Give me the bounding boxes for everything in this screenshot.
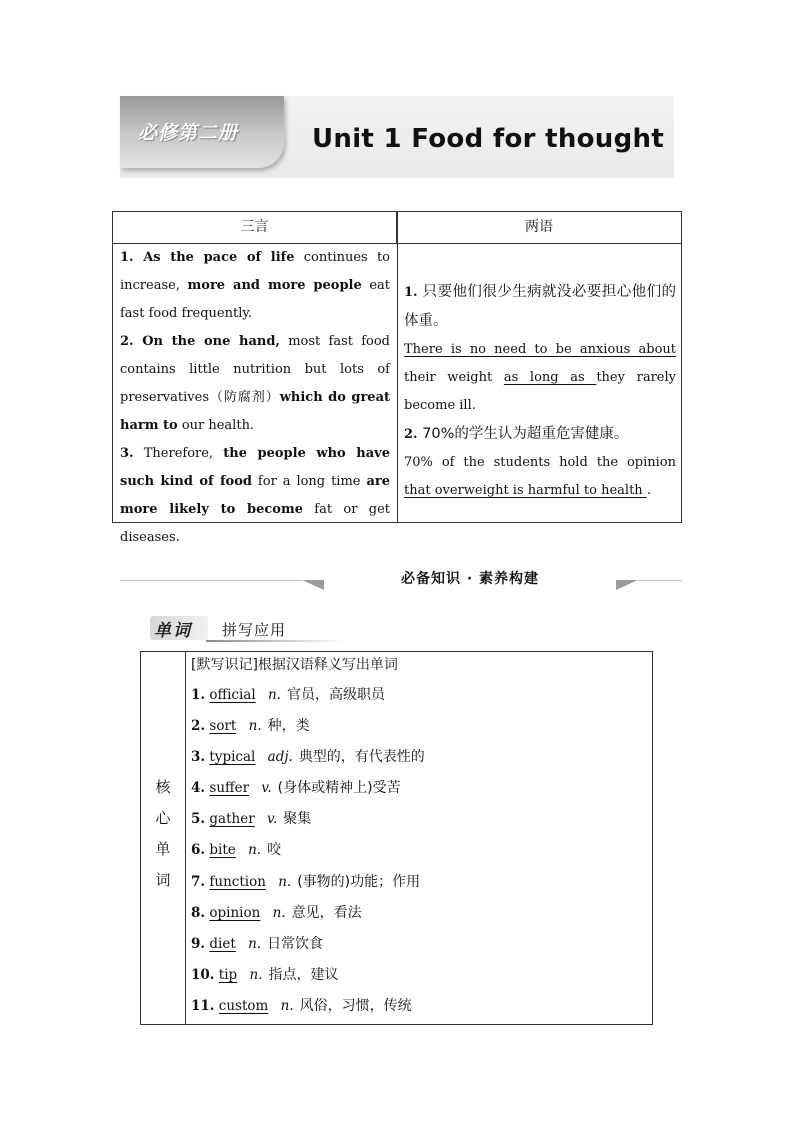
expressions-left-column (120, 244, 390, 552)
vocab-word: gather (209, 811, 255, 828)
right-para-2 (404, 336, 676, 420)
vocab-number: 6. (191, 842, 206, 859)
section-divider (120, 566, 682, 596)
vocab-meaning: 咬 (267, 842, 282, 859)
vocab-word: opinion (209, 904, 261, 921)
vocab-number: 9. (191, 935, 206, 952)
side-label-char: 核 (155, 778, 171, 796)
vocab-item (191, 711, 641, 742)
right-text-segment: that overweight is harmful to health (404, 483, 647, 498)
vocab-number: 3. (191, 749, 206, 766)
vocab-part-of-speech: v. (261, 780, 272, 797)
vocab-word: custom (218, 997, 269, 1014)
vocab-table (140, 651, 653, 1025)
vocab-column-divider (185, 652, 186, 1024)
vocab-word: diet (209, 935, 236, 952)
left-text-segment: for a long time (251, 474, 367, 489)
vocab-meaning: 官员，高级职员 (286, 687, 385, 703)
vocab-heading (150, 614, 350, 644)
right-text-segment: 70%的学生认为超重危害健康。 (417, 426, 629, 442)
unit-title: Unit 1 Food for thought (312, 124, 665, 154)
left-text-segment: are more likely to become (120, 474, 390, 517)
vocab-part-of-speech: v. (266, 811, 278, 828)
vocab-instruction: [默写识记]根据汉语释义写出单词 (191, 657, 398, 673)
left-text-segment: more and more people (187, 278, 362, 293)
right-text-segment: 70% of the students hold the opinion (404, 455, 676, 470)
left-text-segment: 2. On the one hand, (120, 334, 280, 349)
right-text-segment: 只要他们很少生病就没必要担心他们的体重。 (404, 284, 676, 329)
left-text-segment: continues to increase, (120, 250, 390, 293)
right-text-segment: as long as (503, 370, 597, 385)
vocab-word: tip (218, 966, 238, 983)
right-text-segment: . (646, 483, 651, 498)
right-text-segment: they rarely become ill. (404, 370, 676, 413)
right-text-segment: their weight (404, 370, 504, 385)
vocab-number: 4. (191, 780, 206, 797)
book-label: 必修第二册 (138, 122, 239, 144)
left-para-3 (120, 440, 390, 552)
vocab-word: suffer (209, 780, 250, 797)
vocab-word: sort (209, 718, 237, 735)
vocab-heading-underline (206, 640, 346, 642)
vocab-list (191, 680, 641, 1022)
vocab-part-of-speech: n. (272, 904, 286, 921)
vocab-number: 11. (191, 997, 215, 1014)
vocab-item (191, 867, 641, 898)
vocab-meaning: (身体或精神上)受苦 (277, 780, 401, 797)
vocab-part-of-speech: n. (248, 718, 262, 735)
header-right: 两语 (397, 212, 681, 244)
vocab-part-of-speech: n. (278, 873, 292, 890)
vocab-number: 5. (191, 811, 206, 828)
left-para-2 (120, 328, 390, 440)
expressions-right-column (404, 278, 676, 505)
vocab-badge-text: 单词 (154, 621, 192, 641)
vocab-number: 10. (191, 966, 215, 983)
left-text-segment: fat or get diseases. (120, 502, 391, 545)
left-text-segment: 1. As the pace of life (120, 250, 295, 265)
vocab-meaning: 种，类 (267, 718, 310, 735)
vocab-heading-label: 拼写应用 (222, 621, 287, 639)
vocab-word: function (209, 873, 266, 890)
vocab-item (191, 742, 641, 773)
right-text-segment: 2. (404, 427, 418, 442)
vocab-meaning: 典型的，有代表性的 (298, 749, 425, 766)
vocab-item (191, 773, 641, 804)
side-label-char: 心 (155, 809, 171, 827)
left-text-segment: our health. (177, 418, 255, 433)
unit-banner (120, 96, 674, 178)
expressions-table (112, 211, 682, 545)
left-para-1 (120, 244, 390, 328)
right-text-segment: There is no need to be anxious about (404, 342, 676, 357)
book-tab (120, 96, 284, 168)
vocab-part-of-speech: n. (280, 997, 294, 1014)
vocab-item (191, 929, 641, 960)
vocab-meaning: 意见，看法 (291, 904, 362, 921)
vocab-meaning: 风俗，习惯，传统 (299, 997, 412, 1014)
left-text-segment: 3. (120, 446, 134, 461)
vocab-side-label (141, 772, 185, 896)
vocab-number: 1. (191, 687, 206, 703)
vocab-part-of-speech: n. (267, 687, 281, 703)
right-para-1 (404, 278, 676, 336)
side-label-char: 词 (155, 871, 171, 889)
right-para-4 (404, 449, 676, 505)
vocab-item (191, 991, 641, 1022)
vocab-meaning: (事物的)功能；作用 (297, 873, 421, 890)
vocab-meaning: 聚集 (283, 811, 312, 828)
vocab-meaning: 日常饮食 (267, 935, 324, 952)
side-label-char: 单 (155, 840, 171, 858)
vocab-part-of-speech: n. (248, 935, 262, 952)
left-text-segment: eat fast food frequently. (120, 278, 390, 321)
column-divider (397, 212, 398, 522)
vocab-number: 7. (191, 873, 206, 890)
left-text-segment: Therefore, (133, 446, 224, 461)
right-text-segment: 1. (404, 285, 418, 300)
vocab-item (191, 898, 641, 929)
left-text-segment: most fast food contains little nutrition but lots of preservatives（防腐剂） (120, 334, 390, 405)
vocab-item (191, 835, 641, 866)
section-title: 必备知识 · 素养构建 (400, 571, 540, 587)
vocab-meaning: 指点，建议 (268, 966, 339, 983)
vocab-number: 2. (191, 718, 206, 735)
vocab-word: typical (209, 749, 256, 766)
left-text-segment: the people who have such kind of food (120, 446, 390, 489)
vocab-item (191, 804, 641, 835)
vocab-item (191, 680, 641, 711)
vocab-part-of-speech: n. (249, 966, 263, 983)
vocab-number: 8. (191, 904, 206, 921)
vocab-item (191, 960, 641, 991)
vocab-badge (150, 616, 208, 640)
vocab-word: official (209, 687, 256, 703)
vocab-part-of-speech: adj. (267, 749, 293, 766)
vocab-word: bite (209, 842, 236, 859)
left-text-segment: which do great harm to (120, 390, 391, 433)
vocab-part-of-speech: n. (248, 842, 262, 859)
header-left: 三言 (113, 212, 397, 244)
right-para-3 (404, 420, 676, 449)
